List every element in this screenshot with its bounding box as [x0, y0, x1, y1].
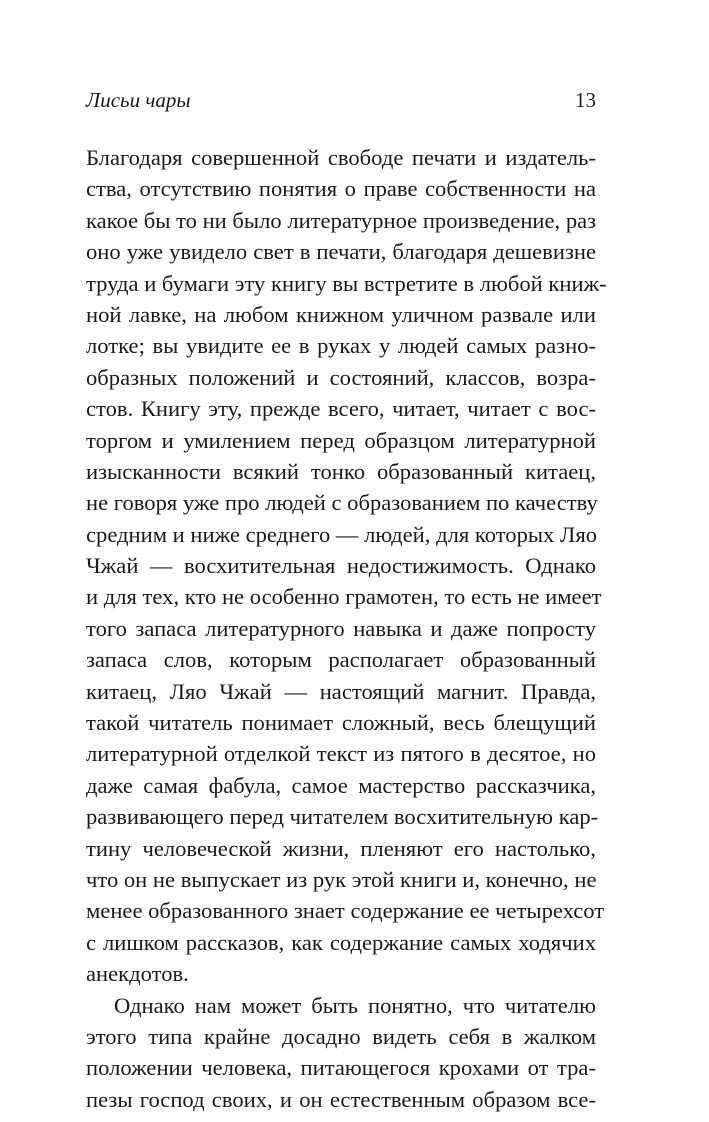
text-line: образных положений и состояний, классов, возра- — [86, 364, 596, 390]
text-line: того запаса литературного навыка и даже попросту — [86, 615, 596, 641]
text-line: китаец, Ляо Чжай — настоящий магнит. Правда, — [86, 678, 596, 704]
text-line: лотке; вы увидите ее в руках у людей самых разно- — [86, 333, 596, 359]
text-line: тину человеческой жизни, пленяют его настолько, — [86, 835, 596, 861]
text-line: менее образованного знает содержание ее четырехсот — [86, 898, 605, 924]
paragraph-1 — [86, 142, 607, 990]
text-line: средним и ниже среднего — людей, для которых Ляо — [86, 521, 598, 547]
running-title: Лисьи чары — [86, 88, 191, 112]
paragraph-2 — [86, 990, 596, 1116]
text-line: даже самая фабула, самое мастерство рассказчика, — [86, 772, 596, 798]
text-line: торгом и умилением перед образцом литературной — [86, 427, 596, 453]
text-line: и для тех, кто не особенно грамотен, то есть не имеет — [86, 584, 602, 610]
text-line: положении человека, питающегося крохами от тра- — [86, 1055, 596, 1081]
text-line: пезы господ своих, и он естественным образом все- — [86, 1086, 596, 1112]
text-line: с лишком рассказов, как содержание самых ходячих — [86, 929, 596, 955]
text-line: труда и бумаги эту книгу вы встретите в любой книж- — [86, 270, 607, 296]
text-line: не говоря уже про людей с образованием по качеству — [86, 490, 598, 516]
text-line: оно уже увидело свет в печати, благодаря дешевизне — [86, 239, 596, 265]
text-line: Чжай — восхитительная недостижимость. Однако — [86, 553, 596, 579]
text-line: стов. Книгу эту, прежде всего, читает, читает с вос- — [86, 396, 596, 422]
running-head — [86, 86, 596, 114]
text-line: развивающего перед читателем восхитительную кар- — [86, 804, 599, 830]
text-line: изысканности всякий тонко образованный китаец, — [86, 458, 596, 484]
body-text — [86, 142, 607, 1115]
text-line: ства, отсутствию понятия о праве собственности на — [86, 176, 596, 202]
text-line: анекдотов. — [86, 961, 189, 987]
text-line: запаса слов, которым располагает образованный — [86, 647, 596, 673]
text-line: Однако нам может быть понятно, что читателю — [114, 992, 596, 1018]
text-line: литературной отделкой текст из пятого в десятое, но — [86, 741, 596, 767]
text-line: ной лавке, на любом книжном уличном развале или — [86, 301, 596, 327]
text-line: этого типа крайне досадно видеть себя в жалком — [86, 1023, 596, 1049]
page-number: 13 — [575, 88, 596, 112]
text-line: такой читатель понимает сложный, весь блещущий — [86, 710, 596, 736]
text-line: Благодаря совершенной свободе печати и издатель- — [86, 145, 596, 170]
text-line: какое бы то ни было литературное произведение, раз — [86, 207, 597, 233]
text-line: что он не выпускает из рук этой книги и, конечно, не — [86, 866, 597, 892]
